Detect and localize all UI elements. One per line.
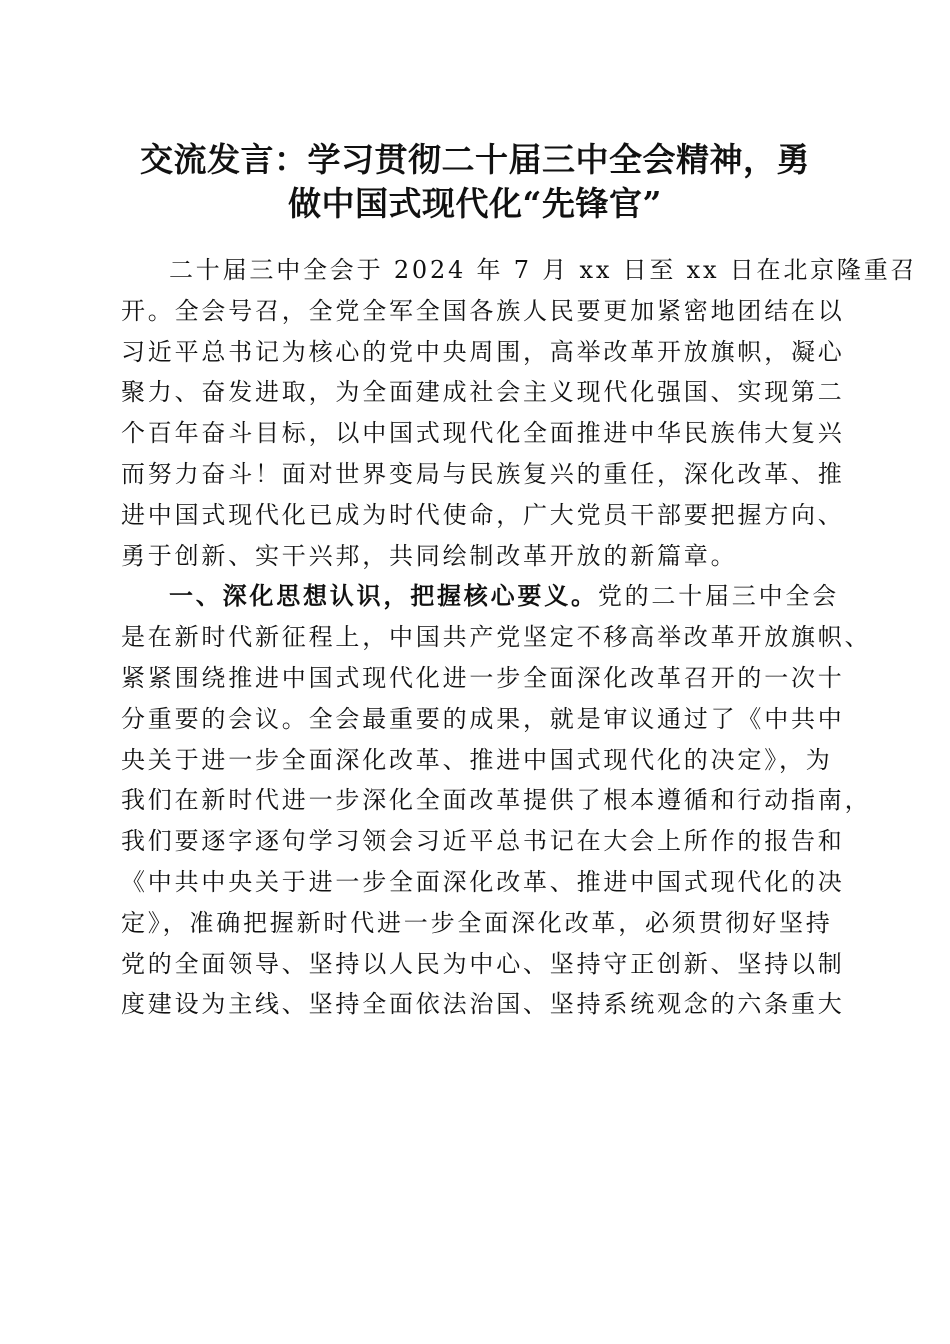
paragraph-line: 我们要逐字逐句学习领会习近平总书记在大会上所作的报告和 (121, 827, 845, 856)
paragraph-line: 定》，准确把握新时代进一步全面深化改革，必须贯彻好坚持 (121, 908, 833, 937)
paragraph-line: 习近平总书记为核心的党中央周围，高举改革开放旗帜，凝心 (121, 337, 845, 366)
paragraph-section-1 (121, 576, 872, 1025)
section-heading: 一、深化思想认识，把握核心要义。 (169, 581, 598, 611)
paragraph-line: 聚力、奋发进取，为全面建成社会主义现代化强国、实现第二 (121, 378, 845, 407)
paragraph-line: 而努力奋斗！面对世界变局与民族复兴的重任，深化改革、推 (121, 459, 845, 488)
paragraph-line: 我们在新时代进一步深化全面改革提供了根本遵循和行动指南， (121, 786, 872, 815)
paragraph-line: 分重要的会议。全会最重要的成果，就是审议通过了《中共中 (121, 704, 845, 733)
paragraph-line (121, 576, 840, 617)
document-title (110, 138, 840, 226)
paragraph-line: 进中国式现代化已成为时代使命，广大党员干部要把握方向、 (121, 500, 845, 529)
title-line-1: 交流发言：学习贯彻二十届三中全会精神，勇 (140, 140, 810, 179)
section-heading-rest: 党的二十届三中全会 (597, 582, 840, 611)
paragraph-line: 央关于进一步全面深化改革、推进中国式现代化的决定》，为 (121, 745, 833, 774)
paragraph-line: 党的全面领导、坚持以人民为中心、坚持守正创新、坚持以制 (121, 949, 845, 978)
paragraph-line: 开。全会号召，全党全军全国各族人民要更加紧密地团结在以 (121, 296, 845, 325)
paragraph-line: 紧紧围绕推进中国式现代化进一步全面深化改革召开的一次十 (121, 663, 845, 692)
paragraph-intro (121, 250, 918, 576)
paragraph-line: 个百年奋斗目标，以中国式现代化全面推进中华民族伟大复兴 (121, 419, 845, 448)
paragraph-line: 度建设为主线、坚持全面依法治国、坚持系统观念的六条重大 (121, 990, 845, 1019)
paragraph-line: 勇于创新、实干兴邦，共同绘制改革开放的新篇章。 (121, 541, 738, 570)
paragraph-line: 《中共中央关于进一步全面深化改革、推进中国式现代化的决 (121, 867, 845, 896)
title-line-2: 做中国式现代化“先锋官” (288, 184, 662, 223)
paragraph-line: 是在新时代新征程上，中国共产党坚定不移高举改革开放旗帜、 (121, 623, 872, 652)
paragraph-line: 二十届三中全会于 2024 年 7 月 xx 日至 xx 日在北京隆重召 (169, 256, 918, 284)
document-body (121, 250, 918, 1025)
